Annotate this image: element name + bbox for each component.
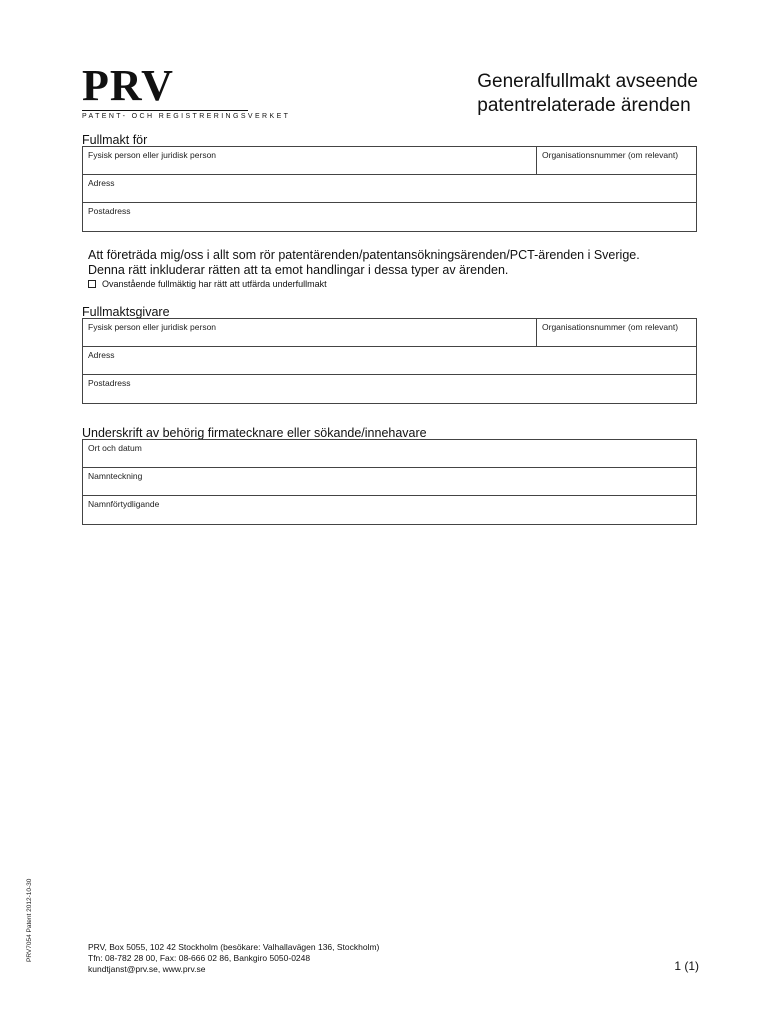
authorization-statement (88, 248, 640, 278)
address-field[interactable] (83, 175, 696, 202)
title-line-1: Generalfullmakt avseende (477, 71, 698, 92)
fullmaktsgivare-form (82, 318, 697, 404)
form-row-place-date (83, 440, 696, 468)
name-clarification-field[interactable] (83, 496, 696, 524)
org-number-field[interactable] (536, 147, 696, 174)
form-row-signature (83, 468, 696, 496)
person-field[interactable] (83, 319, 536, 346)
section-title-signature: Underskrift av behörig firmatecknare eller sökande/innehavare (82, 426, 427, 440)
title-line-2: patentrelaterade ärenden (477, 95, 691, 116)
sub-power-option[interactable] (88, 279, 327, 289)
person-field[interactable] (83, 147, 536, 174)
prv-logo (82, 61, 291, 120)
postal-address-field[interactable] (83, 375, 696, 403)
statement-line-1: Att företräda mig/oss i allt som rör patentärenden/patentansökningsärenden/PCT-ärenden i Sverige. (88, 248, 640, 262)
form-row-person (83, 147, 696, 175)
field-label: Namnteckning (88, 471, 143, 481)
fullmakt-for-form (82, 146, 697, 232)
form-code: PRV7054 Patent 2012-10-30 (26, 878, 33, 962)
place-date-field[interactable] (83, 440, 696, 467)
address-field[interactable] (83, 347, 696, 374)
field-label: Adress (88, 350, 115, 360)
field-label: Fysisk person eller juridisk person (88, 322, 217, 332)
form-row-address (83, 175, 696, 203)
form-row-postal (83, 375, 696, 403)
field-label: Postadress (88, 206, 131, 216)
footer-line-3: kundtjanst@prv.se, www.prv.se (88, 964, 206, 974)
section-title-fullmakt-for: Fullmakt för (82, 133, 148, 147)
form-row-person (83, 319, 696, 347)
footer-contact (88, 942, 379, 975)
signature-field[interactable] (83, 468, 696, 495)
page-number: 1 (1) (674, 959, 699, 973)
field-label: Ort och datum (88, 443, 142, 453)
document-title (477, 70, 698, 118)
form-row-postal (83, 203, 696, 231)
form-row-name-clarification (83, 496, 696, 524)
logo-wordmark: PRV (82, 61, 174, 110)
sub-power-label: Ovanstående fullmäktig har rätt att utfärda underfullmakt (102, 279, 327, 289)
postal-address-field[interactable] (83, 203, 696, 231)
field-label: Namnförtydligande (88, 499, 160, 509)
field-label: Organisationsnummer (om relevant) (542, 322, 679, 332)
org-number-field[interactable] (536, 319, 696, 346)
footer-line-1: PRV, Box 5055, 102 42 Stockholm (besökare: Valhallavägen 136, Stockholm) (88, 942, 380, 952)
logo-rule (82, 110, 248, 111)
sub-power-checkbox[interactable] (88, 280, 96, 288)
statement-line-2: Denna rätt inkluderar rätten att ta emot handlingar i dessa typer av ärenden. (88, 263, 509, 277)
signature-form (82, 439, 697, 525)
logo-subtitle: PATENT- OCH REGISTRERINGSVERKET (82, 113, 291, 120)
footer-line-2: Tfn: 08-782 28 00, Fax: 08-666 02 86, Bankgiro 5050-0248 (88, 953, 311, 963)
form-row-address (83, 347, 696, 375)
field-label: Adress (88, 178, 115, 188)
field-label: Fysisk person eller juridisk person (88, 150, 217, 160)
field-label: Organisationsnummer (om relevant) (542, 150, 679, 160)
section-title-fullmaktsgivare: Fullmaktsgivare (82, 305, 170, 319)
field-label: Postadress (88, 378, 131, 388)
